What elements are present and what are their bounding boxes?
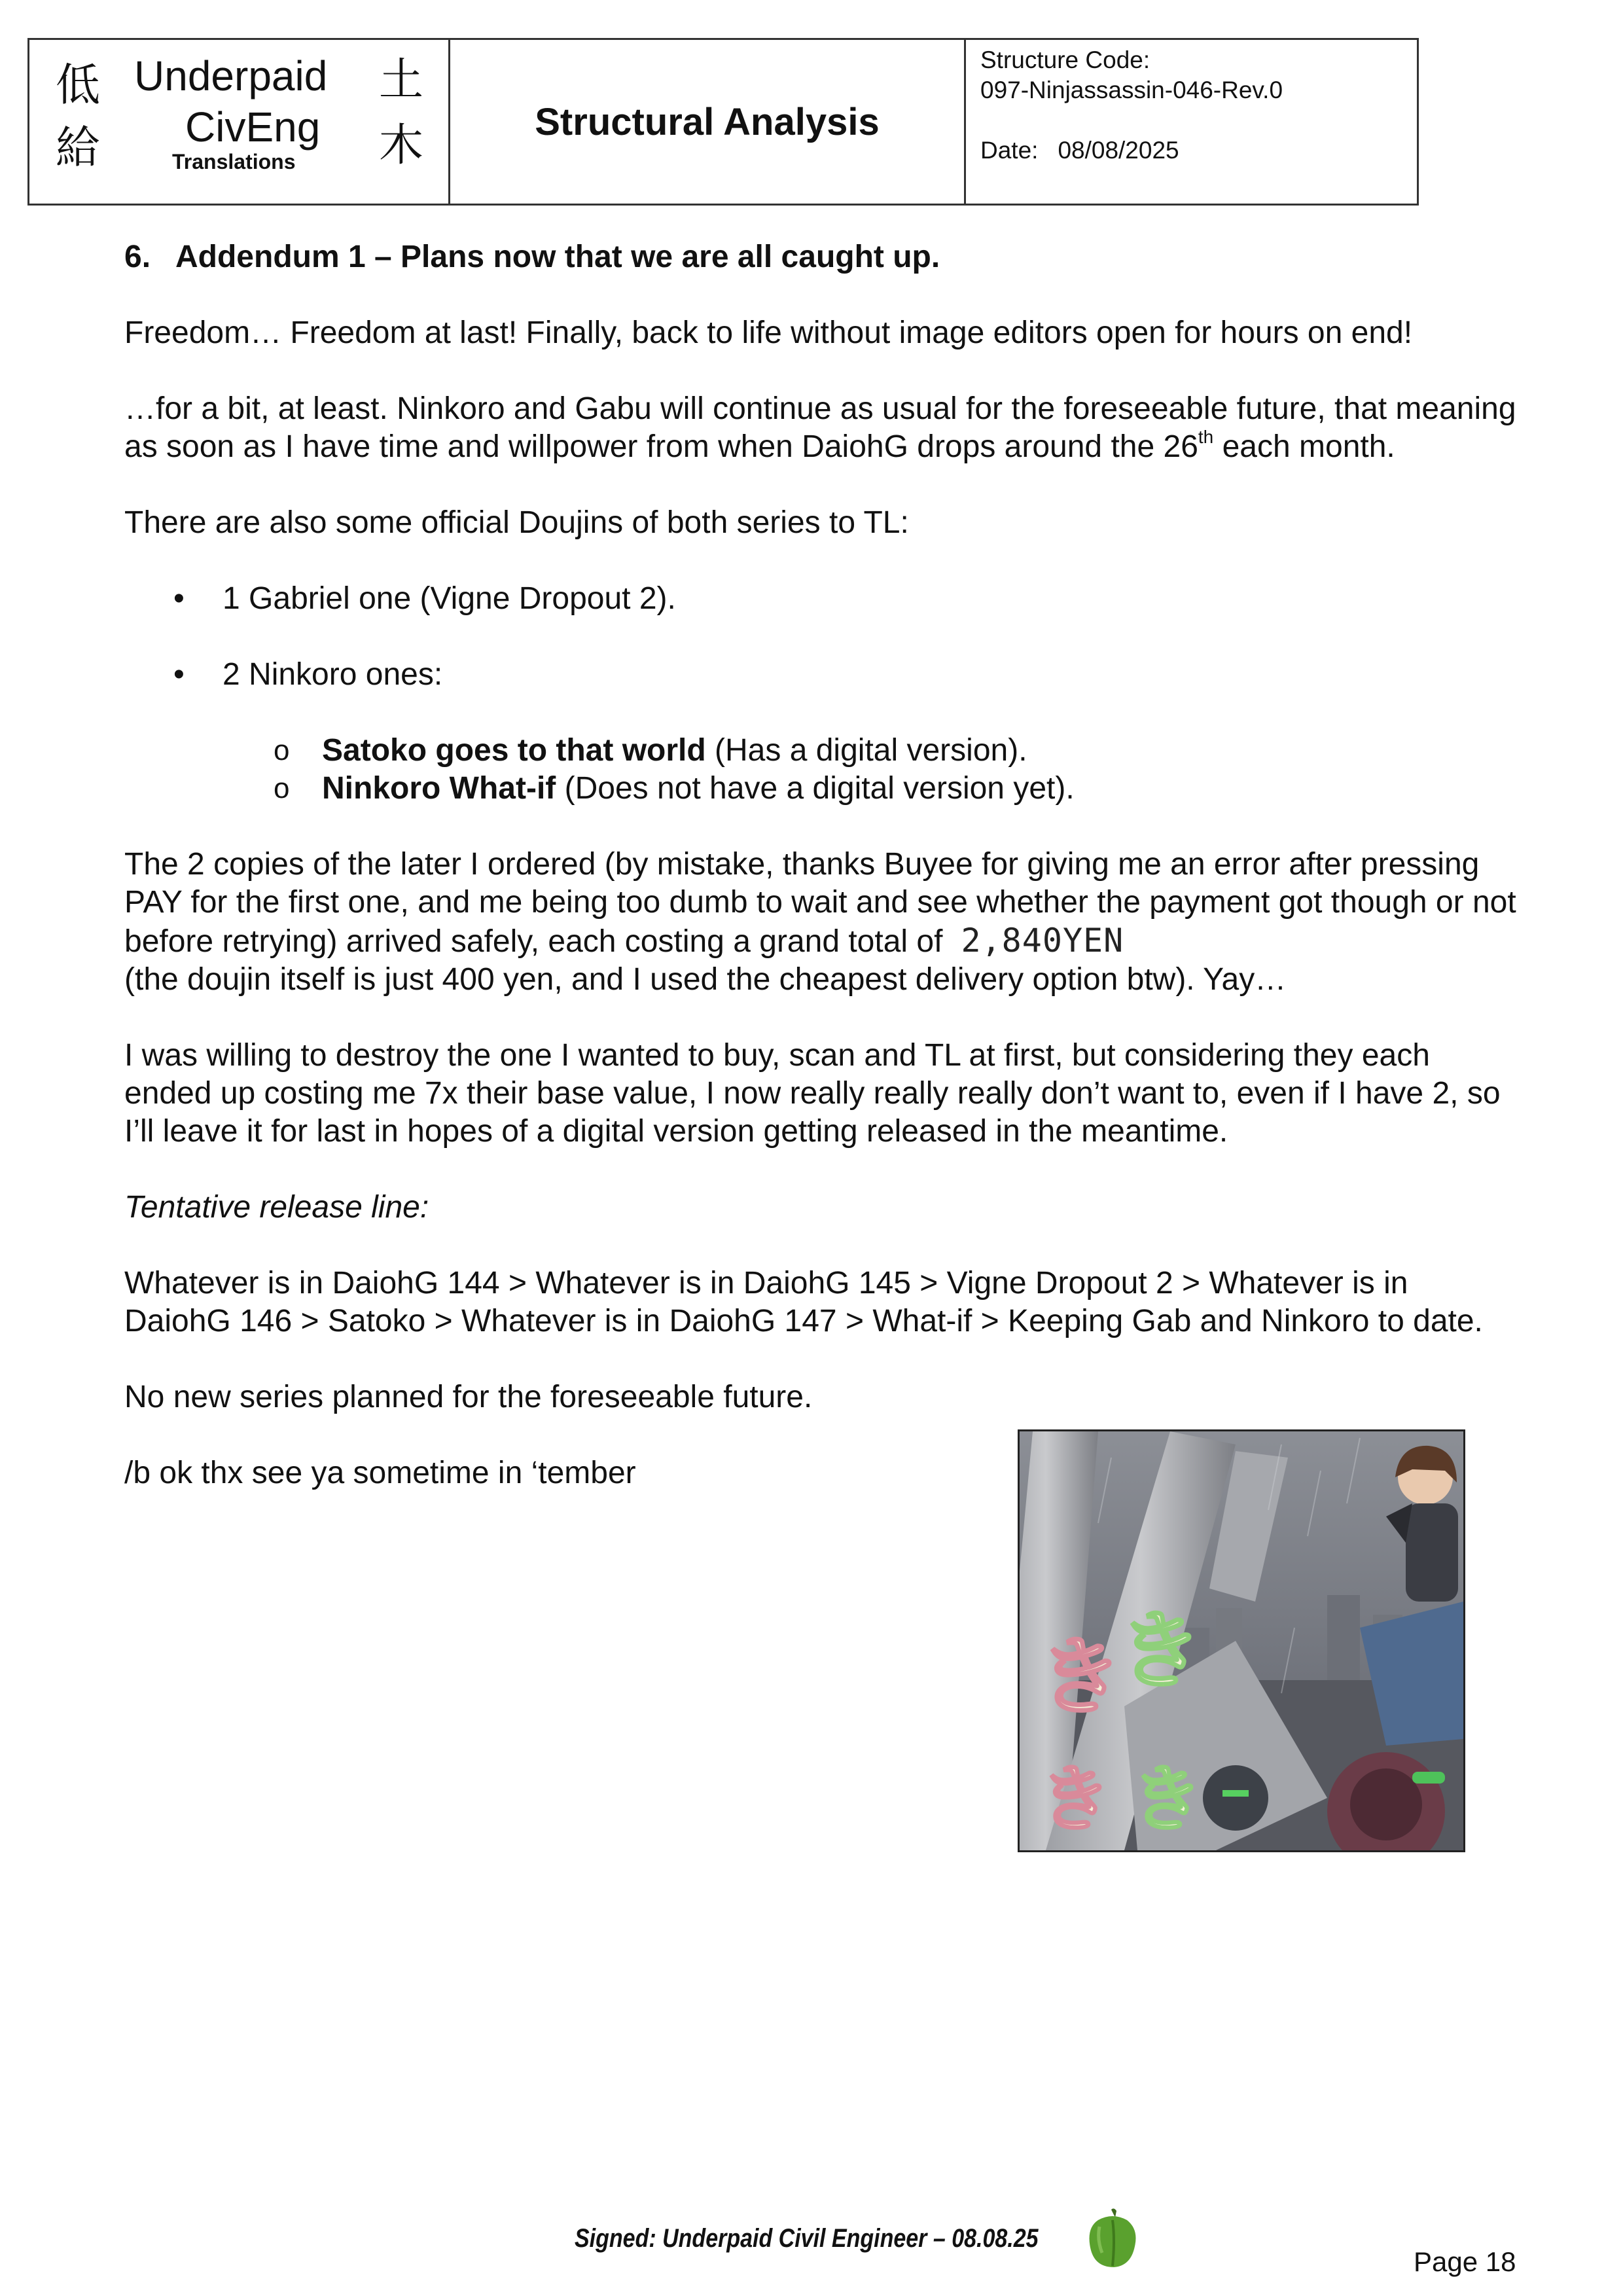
paragraph-continue: [124, 390, 1518, 466]
list-item: [124, 656, 1518, 694]
date-value: 08/08/2025: [1058, 137, 1179, 164]
svg-text:き: き: [1038, 1627, 1124, 1727]
list-item: [124, 580, 1518, 618]
document-body: [124, 238, 1518, 1530]
svg-text:き: き: [1118, 1601, 1204, 1700]
section-number: 6.: [124, 240, 151, 274]
sub-item-text: [322, 770, 1075, 808]
p2-superscript: th: [1198, 427, 1214, 447]
logo-translations: Translations: [172, 150, 296, 173]
paragraph-release-line: Whatever is in DaiohG 144 > Whatever is in DaiohG 145 > Vigne Dropout 2 > Whatever is in DaiohG 146 > Satoko > Whatever is in DaiohG 147 > What-if > Keeping Gab and Ninkoro to date.: [124, 1266, 1483, 1338]
bullet-text: 2 Ninkoro ones:: [223, 657, 443, 692]
logo-block: [29, 40, 450, 204]
sub-item-rest: (Has a digital version).: [705, 733, 1027, 768]
paragraph-doujins: There are also some official Doujins of both series to TL:: [124, 505, 909, 540]
manga-panel-illustration: [1020, 1431, 1463, 1850]
bullet-text: 1 Gabriel one (Vigne Dropout 2).: [223, 581, 676, 616]
date-label: Date:: [980, 137, 1039, 164]
p2-text-end: each month.: [1213, 429, 1395, 464]
paragraph-freedom: Freedom… Freedom at last! Finally, back to life without image editors open for hours on end!: [124, 315, 1413, 350]
manga-panel-image: [1018, 1429, 1465, 1852]
sub-list-item: [124, 770, 1518, 808]
sub-item-bold: Ninkoro What-if: [322, 771, 556, 806]
bullet-mark: •: [173, 657, 185, 692]
paragraph-order: [124, 846, 1518, 999]
svg-text:き: き: [1131, 1757, 1203, 1841]
document-title: Structural Analysis: [535, 100, 880, 143]
svg-text:き: き: [1039, 1757, 1111, 1841]
p4-text: The 2 copies of the later I ordered (by mistake, thanks Buyee for giving me an error after pressing PAY for the first one, and me being too dumb to wait and see whether the payment got though or not before retrying) arrived safely, each costing a grand total of: [124, 847, 1516, 959]
sub-bullet-mark: o: [274, 772, 290, 804]
green-pepper-icon: [1085, 2207, 1140, 2270]
paragraph-signoff: /b ok thx see ya sometime in ‘tember: [124, 1456, 636, 1490]
sub-item-rest: (Does not have a digital version yet).: [556, 771, 1075, 806]
sub-item-bold: Satoko goes to that world: [322, 733, 706, 768]
meta-block: [966, 40, 1417, 204]
structure-code: 097-Ninjassassin-046-Rev.0: [980, 77, 1283, 103]
release-line-label: Tentative release line:: [124, 1190, 429, 1225]
logo-underpaid: Underpaid: [134, 52, 328, 99]
structure-code-label: Structure Code:: [980, 46, 1150, 73]
date-row: [980, 137, 1179, 164]
section-heading: [124, 238, 1518, 276]
section-title: Addendum 1 – Plans now that we are all caught up.: [175, 240, 940, 274]
sub-list-item: [124, 732, 1518, 770]
p2-text: …for a bit, at least. Ninkoro and Gabu will continue as usual for the foreseeable future, that meaning as soon as I have time and willpower from when DaiohG drops around the 26: [124, 391, 1516, 464]
sub-item-text: [322, 732, 1027, 770]
price-tag: 2,840YEN: [961, 922, 1124, 960]
logo-kanji-right-top: 土: [379, 54, 424, 106]
sub-bullet-mark: o: [274, 734, 290, 766]
document-header: [27, 38, 1419, 206]
signature-line: Signed: Underpaid Civil Engineer – 08.08.25: [575, 2224, 1039, 2253]
logo-kanji-left-bottom: 給: [56, 122, 101, 174]
title-block: [450, 40, 966, 204]
paragraph-no-new-series: No new series planned for the foreseeable future.: [124, 1380, 813, 1414]
bullet-mark: •: [173, 581, 185, 616]
p4-text-end: (the doujin itself is just 400 yen, and I used the cheapest delivery option btw). Yay…: [124, 962, 1287, 997]
logo-kanji-left-top: 低: [56, 60, 101, 111]
logo-kanji-right-bottom: 木: [379, 120, 424, 171]
paragraph-destroy: I was willing to destroy the one I wanted to buy, scan and TL at first, but considering they each ended up costing me 7x their base value, I now really really really don’t want to, even if I have 2, so I’ll leave it for last in hopes of a digital version getting released in the meantime.: [124, 1038, 1501, 1149]
logo-civeng: CivEng: [185, 103, 321, 151]
page-number: Page 18: [1414, 2246, 1516, 2277]
